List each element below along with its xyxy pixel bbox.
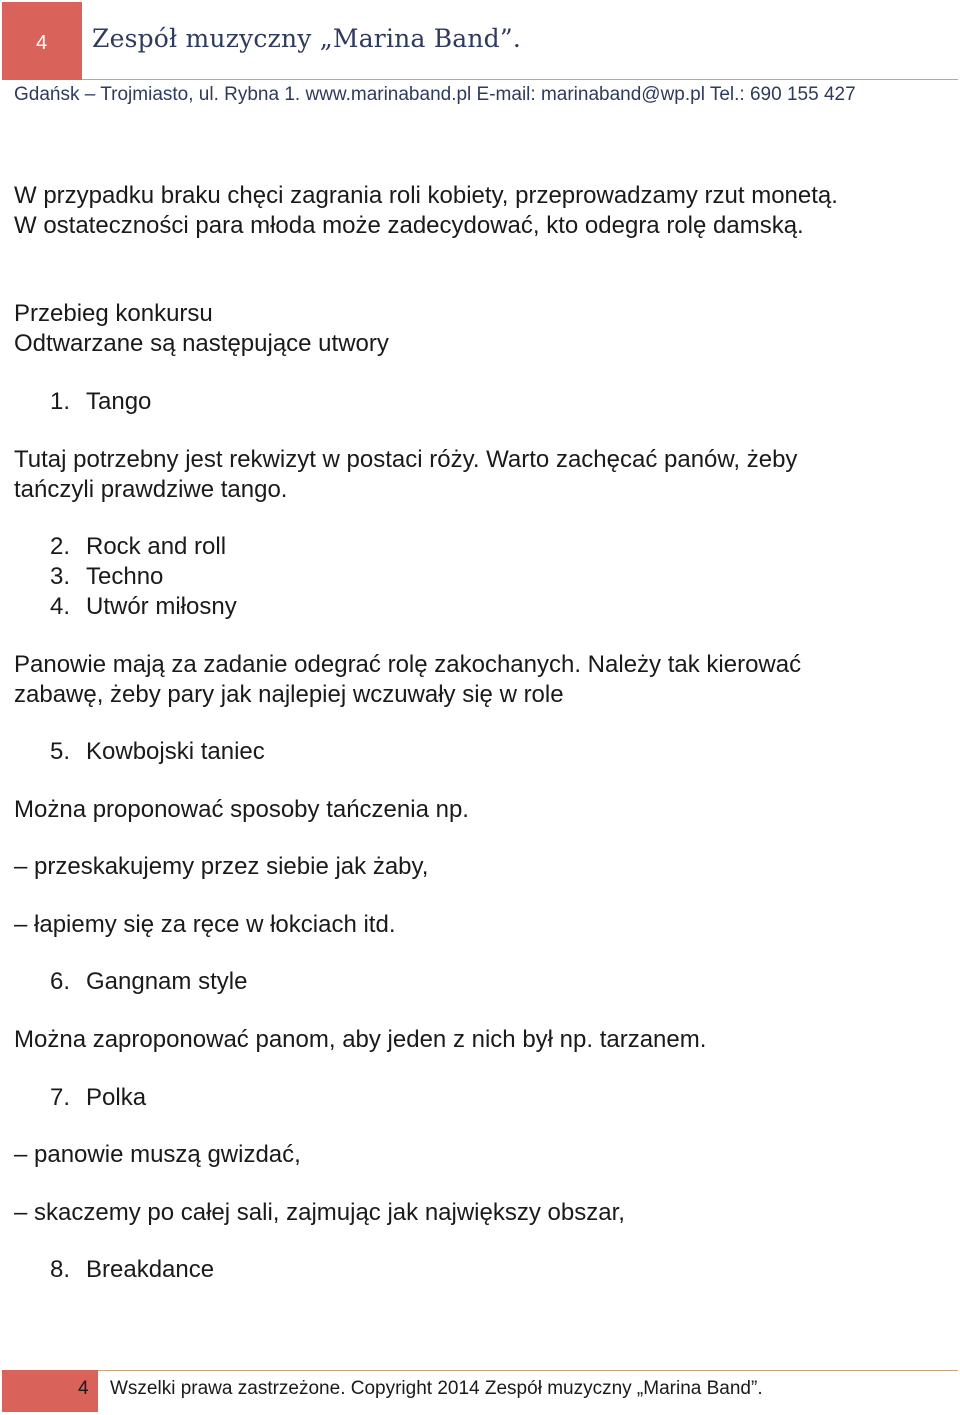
header-title: Zespół muzyczny „Marina Band”. xyxy=(92,24,522,53)
love-description-line-2: zabawę, żeby pary jak najlepiej wczuwały się w role xyxy=(14,681,564,708)
tango-description-line-2: tańczyli prawdziwe tango. xyxy=(14,476,288,503)
header-page-number: 4 xyxy=(2,2,82,80)
list-item-tango xyxy=(50,387,151,417)
list-item-cowboy-dance xyxy=(50,737,265,767)
list-item-polka xyxy=(50,1083,146,1113)
list-item-rock-and-roll xyxy=(50,532,226,562)
list-item-label: Techno xyxy=(86,563,164,590)
list-item-label: Polka xyxy=(86,1084,147,1111)
list-item-label: Breakdance xyxy=(86,1256,215,1283)
list-item-number: 2. xyxy=(50,533,71,560)
list-item-label: Tango xyxy=(86,388,152,415)
list-item-label: Rock and roll xyxy=(86,533,227,560)
list-item-number: 5. xyxy=(50,738,71,765)
intro-line-1: W przypadku braku chęci zagrania roli kobiety, przeprowadzamy rzut monetą. xyxy=(14,182,838,209)
list-item-number: 4. xyxy=(50,593,71,620)
footer-copyright: Wszelki prawa zastrzeżone. Copyright 2014 Zespół muzyczny „Marina Band”. xyxy=(110,1378,763,1399)
list-item-techno xyxy=(50,562,163,592)
intro-line-2: W ostateczności para młoda może zadecydować, kto odegra rolę damską. xyxy=(14,212,804,239)
footer-divider xyxy=(98,1370,958,1371)
cowboy-description: Można proponować sposoby tańczenia np. xyxy=(14,796,469,823)
list-item-number: 7. xyxy=(50,1084,71,1111)
list-item-number: 3. xyxy=(50,563,71,590)
list-item-breakdance xyxy=(50,1255,214,1285)
love-description-line-1: Panowie mają za zadanie odegrać rolę zakochanych. Należy tak kierować xyxy=(14,651,802,678)
section-heading: Przebieg konkursu xyxy=(14,300,213,327)
polka-bullet-1: – panowie muszą gwizdać, xyxy=(14,1141,301,1168)
list-item-number: 8. xyxy=(50,1256,71,1283)
header-contact: Gdańsk – Trojmiasto, ul. Rybna 1. www.marinaband.pl E-mail: marinaband@wp.pl Tel.: 690 155 427 xyxy=(14,84,856,105)
list-item-label: Kowbojski taniec xyxy=(86,738,265,765)
list-item-love-song xyxy=(50,592,237,622)
tango-description-line-1: Tutaj potrzebny jest rekwizyt w postaci róży. Warto zachęcać panów, żeby xyxy=(14,446,798,473)
list-item-number: 6. xyxy=(50,968,71,995)
list-item-label: Gangnam style xyxy=(86,968,248,995)
section-subheading: Odtwarzane są następujące utwory xyxy=(14,330,389,357)
polka-bullet-2: – skaczemy po całej sali, zajmując jak największy obszar, xyxy=(14,1199,625,1226)
gangnam-description: Można zaproponować panom, aby jeden z nich był np. tarzanem. xyxy=(14,1026,707,1053)
header-divider xyxy=(82,79,958,80)
list-item-gangnam-style xyxy=(50,967,247,997)
list-item-label: Utwór miłosny xyxy=(86,593,237,620)
footer-page-number: 4 xyxy=(78,1378,89,1399)
cowboy-bullet-2: – łapiemy się za ręce w łokciach itd. xyxy=(14,911,396,938)
list-item-number: 1. xyxy=(50,388,71,415)
cowboy-bullet-1: – przeskakujemy przez siebie jak żaby, xyxy=(14,853,429,880)
